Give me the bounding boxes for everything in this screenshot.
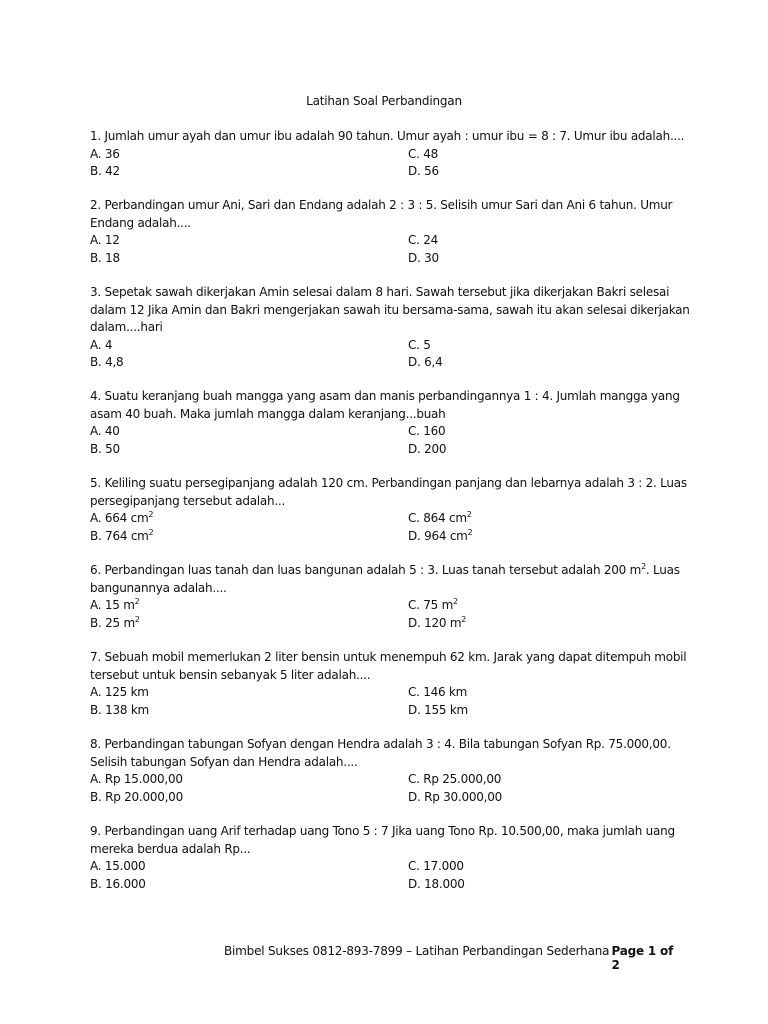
question-text: 1. Jumlah umur ayah dan umur ibu adalah 90 tahun. Umur ayah : umur ibu = 8 : 7. Umur ibu adalah.... — [90, 129, 685, 143]
question-text: 9. Perbandingan uang Arif terhadap uang Tono 5 : 7 Jika uang Tono Rp. 10.500,00, maka jumlah uang mereka berdua adalah Rp... — [90, 824, 675, 856]
footer-text: Bimbel Sukses 0812-893-7899 – Latihan Perbandingan Sederhana — [224, 944, 610, 958]
superscript: 2 — [453, 597, 458, 606]
option-d: D. 155 km — [408, 702, 468, 717]
question-text: 6. Perbandingan luas tanah dan luas bangunan adalah 5 : 3. Luas tanah tersebut adalah 200 $m^2$. Luas bangunannya adalah.... — [90, 562, 680, 595]
option-c: C. 48 — [408, 146, 439, 161]
option-c: C. 864 cm — [408, 511, 467, 525]
question-text: 3. Sepetak sawah dikerjakan Amin selesai dalam 8 hari. Sawah tersebut jika dikerjakan Bakri selesai dalam 12 Jika Amin dan Bakri mengerjakan sawah itu bersama-sama, sawah itu akan selesai dikerjakan dalam....hari — [90, 285, 690, 334]
option-b: B. 42 — [90, 164, 120, 178]
option-row — [90, 597, 690, 615]
question-8 — [90, 736, 690, 806]
option-d: D. 964 cm — [408, 528, 468, 543]
option-b: B. 16.000 — [90, 876, 146, 891]
option-a: A. 4 — [90, 337, 113, 352]
option-row — [90, 615, 690, 633]
question-4 — [90, 388, 690, 458]
option-c: C. 146 km — [408, 685, 468, 699]
option-c: C. Rp 25.000,00 — [408, 772, 502, 786]
option-a: A. 15 m — [90, 598, 135, 612]
option-d: D. 200 — [408, 441, 447, 456]
superscript: 2 — [466, 510, 472, 519]
superscript: 2 — [134, 597, 140, 606]
option-c: C. 5 — [408, 337, 431, 352]
superscript: 2 — [461, 614, 467, 624]
page-title: Latihan Soal Perbandingan — [306, 94, 462, 108]
option-a: A. 125 km — [90, 685, 149, 699]
page-number: Page 1 of 2 — [611, 944, 674, 972]
question-text: 4. Suatu keranjang buah mangga yang asam dan manis perbandingannya 1 : 4. Jumlah mangga yang asam 40 buah. Maka jumlah mangga dalam keranjang...buah — [90, 389, 680, 421]
option-b: B. 4,8 — [90, 355, 124, 369]
option-row — [90, 684, 690, 702]
question-text: 2. Perbandingan umur Ani, Sari dan Endang adalah 2 : 3 : 5. Selisih umur Sari dan Ani 6 tahun. Umur Endang adalah.... — [90, 198, 673, 230]
option-a: A. 15.000 — [90, 859, 146, 873]
option-b: B. 138 km — [90, 702, 149, 717]
option-d: D. 30 — [408, 250, 439, 265]
question-7 — [90, 649, 690, 719]
option-row — [90, 423, 690, 441]
option-row — [90, 528, 690, 546]
superscript: 2 — [641, 562, 646, 571]
question-2 — [90, 197, 690, 267]
option-row — [90, 354, 690, 372]
question-text: 5. Keliling suatu persegipanjang adalah 120 cm. Perbandingan panjang dan lebarnya adalah 3 : 2. Luas persegipanjang tersebut adalah... — [90, 476, 687, 508]
page-footer — [224, 944, 684, 972]
option-row — [90, 858, 690, 876]
option-row — [90, 163, 690, 181]
option-row — [90, 876, 690, 894]
option-row — [90, 789, 690, 807]
option-b: B. 50 — [90, 441, 120, 456]
question-1 — [90, 128, 690, 181]
option-a: A. 664 cm — [90, 511, 149, 525]
option-a: A. 12 — [90, 233, 120, 247]
option-b: B. 18 — [90, 250, 120, 265]
superscript: 2 — [467, 527, 473, 537]
option-row — [90, 337, 690, 355]
option-row — [90, 146, 690, 164]
option-row — [90, 510, 690, 528]
option-row — [90, 702, 690, 720]
option-a: A. Rp 15.000,00 — [90, 772, 183, 786]
option-row — [90, 232, 690, 250]
question-9 — [90, 823, 690, 893]
question-6 — [90, 562, 690, 632]
option-b: B. 764 cm — [90, 528, 149, 543]
superscript: 2 — [148, 510, 154, 519]
option-row — [90, 771, 690, 789]
option-c: C. 17.000 — [408, 859, 464, 873]
option-d: D. 120 m — [408, 615, 462, 630]
option-d: D. 56 — [408, 164, 439, 178]
superscript: 2 — [148, 527, 154, 537]
option-a: A. 40 — [90, 424, 120, 438]
option-row — [90, 441, 690, 459]
question-3 — [90, 284, 690, 372]
option-b: B. 25 m — [90, 615, 135, 630]
option-row — [90, 250, 690, 268]
option-d: D. 18.000 — [408, 876, 465, 891]
question-5 — [90, 475, 690, 545]
superscript: 2 — [134, 614, 140, 624]
question-text: 8. Perbandingan tabungan Sofyan dengan Hendra adalah 3 : 4. Bila tabungan Sofyan Rp. 75.000,00. Selisih tabungan Sofyan dan Hendra adalah.... — [90, 737, 671, 769]
option-b: B. Rp 20.000,00 — [90, 789, 183, 804]
option-c: C. 24 — [408, 233, 439, 247]
option-d: D. Rp 30.000,00 — [408, 789, 502, 804]
option-d: D. 6,4 — [408, 355, 443, 369]
option-c: C. 160 — [408, 424, 446, 438]
question-text: 7. Sebuah mobil memerlukan 2 liter bensin untuk menempuh 62 km. Jarak yang dapat ditempuh mobil tersebut untuk bensin sebanyak 5 liter adalah.... — [90, 650, 687, 682]
option-a: A. 36 — [90, 146, 120, 161]
option-c: C. 75 m — [408, 598, 454, 612]
